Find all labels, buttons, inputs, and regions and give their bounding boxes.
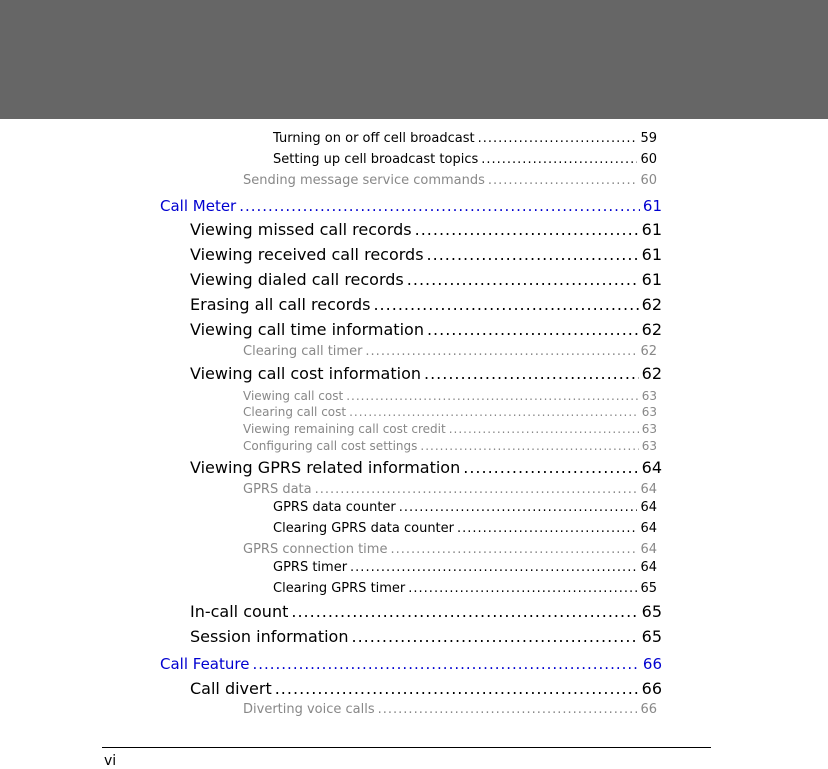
toc-entry-label: Viewing call time information [190, 320, 424, 339]
dot-leader [488, 173, 638, 188]
toc-entry-label: Viewing call cost [243, 389, 344, 403]
toc-entry-page: 64 [640, 482, 657, 497]
toc-entry[interactable] [273, 152, 657, 167]
dot-leader [275, 679, 639, 698]
toc-entry[interactable] [243, 422, 657, 436]
toc-entry-page: 63 [641, 405, 657, 419]
toc-entry-page: 63 [641, 389, 657, 403]
dot-leader [427, 320, 639, 339]
toc-entry-label: Viewing received call records [190, 245, 424, 264]
toc-entry-page: 62 [640, 344, 657, 359]
toc-entry[interactable] [190, 627, 662, 646]
dot-leader [408, 581, 637, 596]
toc-entry[interactable] [273, 500, 657, 515]
toc-entry[interactable] [243, 389, 657, 403]
toc-entry-label: Call divert [190, 679, 272, 698]
toc-entry[interactable] [190, 458, 662, 477]
toc-entry-page: 66 [640, 702, 657, 717]
toc-entry-page: 61 [641, 270, 662, 289]
dot-leader [478, 131, 638, 146]
toc-entry[interactable] [190, 295, 662, 314]
toc-entry-label: Setting up cell broadcast topics [273, 152, 479, 167]
toc-entry-page: 63 [641, 439, 657, 453]
dot-leader [252, 655, 639, 673]
toc-entry[interactable] [273, 521, 657, 536]
toc-entry-page: 65 [640, 581, 657, 596]
toc-entry-page: 66 [641, 679, 662, 698]
toc-entry-page: 59 [640, 131, 657, 146]
dot-leader [351, 627, 638, 646]
dot-leader [457, 521, 637, 536]
toc-entry-page: 63 [641, 422, 657, 436]
footer-page-number: vi [104, 753, 117, 769]
toc-entry-page: 64 [640, 560, 657, 575]
toc-entry-page: 61 [641, 245, 662, 264]
toc-entry-page: 61 [642, 197, 662, 215]
toc-entry-page: 64 [640, 521, 657, 536]
dot-leader [291, 602, 638, 621]
toc-entry[interactable] [243, 173, 657, 188]
toc-entry-label: Viewing missed call records [190, 220, 412, 239]
toc-entry-label: Diverting voice calls [243, 702, 375, 717]
dot-leader [346, 389, 639, 403]
toc-entry-page: 65 [641, 602, 662, 621]
toc-entry-page: 62 [641, 295, 662, 314]
dot-leader [424, 364, 639, 383]
dot-leader [407, 270, 639, 289]
toc-entry[interactable] [273, 131, 657, 146]
toc-entry-label: Viewing call cost information [190, 364, 421, 383]
toc-entry-label: Clearing call timer [243, 344, 363, 359]
dot-leader [463, 458, 638, 477]
dot-leader [399, 500, 638, 515]
toc-entry[interactable] [243, 702, 657, 717]
dot-leader [427, 245, 639, 264]
toc-entry-label: Configuring call cost settings [243, 439, 418, 453]
toc-chapter[interactable] [160, 655, 662, 673]
toc-entry[interactable] [243, 542, 657, 557]
dot-leader [449, 422, 639, 436]
toc-entry[interactable] [273, 560, 657, 575]
dot-leader [373, 295, 638, 314]
toc-entry[interactable] [190, 270, 662, 289]
toc-entry-page: 61 [641, 220, 662, 239]
toc-entry[interactable] [190, 220, 662, 239]
toc-entry-label: GPRS data [243, 482, 312, 497]
toc-entry-label: GPRS data counter [273, 500, 396, 515]
toc-entry[interactable] [190, 602, 662, 621]
toc-entry-label: Viewing remaining call cost credit [243, 422, 446, 436]
toc-entry-label: Session information [190, 627, 349, 646]
toc-entry[interactable] [190, 679, 662, 698]
toc-entry-page: 60 [640, 173, 657, 188]
toc-entry-label: Sending message service commands [243, 173, 485, 188]
toc-entry-page: 65 [641, 627, 662, 646]
toc-entry[interactable] [243, 344, 657, 359]
dot-leader [315, 482, 638, 497]
toc-entry[interactable] [190, 245, 662, 264]
toc-entry[interactable] [243, 439, 657, 453]
toc-entry[interactable] [190, 364, 662, 383]
dot-leader [415, 220, 639, 239]
toc-entry-label: GPRS connection time [243, 542, 388, 557]
dot-leader [365, 344, 637, 359]
toc-entry-label: Clearing GPRS data counter [273, 521, 454, 536]
header-band [0, 0, 828, 119]
toc-entry[interactable] [190, 320, 662, 339]
toc-entry-page: 62 [641, 364, 662, 383]
toc-entry-page: 64 [641, 458, 662, 477]
toc-entry-page: 60 [640, 152, 657, 167]
toc-entry[interactable] [243, 482, 657, 497]
toc-entry[interactable] [273, 581, 657, 596]
footer-divider [102, 747, 711, 748]
toc-entry-label: GPRS timer [273, 560, 348, 575]
dot-leader [349, 405, 639, 419]
toc-entry-label: Call Feature [160, 655, 250, 673]
toc-entry-label: Call Meter [160, 197, 237, 215]
toc-entry-page: 62 [641, 320, 662, 339]
toc-entry-page: 66 [642, 655, 662, 673]
toc-entry-label: Clearing call cost [243, 405, 347, 419]
toc-entry-page: 64 [640, 542, 657, 557]
toc-entry-label: Clearing GPRS timer [273, 581, 406, 596]
toc-entry-label: Viewing dialed call records [190, 270, 404, 289]
dot-leader [239, 197, 640, 215]
dot-leader [390, 542, 637, 557]
toc-entry-label: Turning on or off cell broadcast [273, 131, 475, 146]
toc-entry-page: 64 [640, 500, 657, 515]
toc-entry-label: Erasing all call records [190, 295, 371, 314]
toc-entry[interactable] [243, 405, 657, 419]
dot-leader [350, 560, 637, 575]
toc-chapter[interactable] [160, 197, 662, 215]
toc-entry-label: Viewing GPRS related information [190, 458, 461, 477]
dot-leader [378, 702, 638, 717]
dot-leader [481, 152, 637, 167]
toc-entry-label: In-call count [190, 602, 289, 621]
dot-leader [420, 439, 638, 453]
